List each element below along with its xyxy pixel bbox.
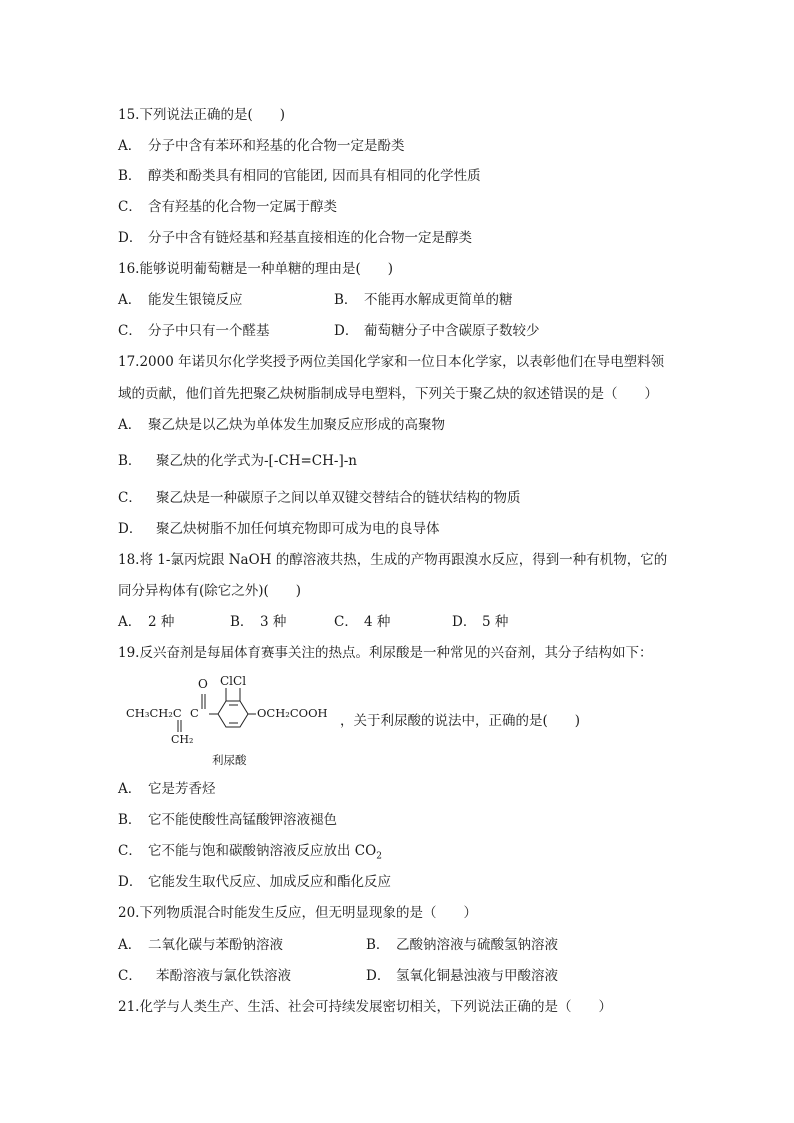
q16-option-a: A． 能发生银镜反应 [118,292,243,308]
q19-option-c: C． 它不能与饱和碳酸钠溶液反应放出 $CO_2$ [118,843,382,862]
q18-option-b: B． 3 种 [230,614,287,630]
q20-stem: 20.下列物质混合时能发生反应，但无明显现象的是（ ） [118,905,477,921]
q19-stem-after-structure: ，关于利尿酸的说法中，正确的是( ) [340,713,581,729]
q15-option-d: D． 分子中含有链烃基和羟基直接相连的化合物一定是醇类 [118,230,472,246]
q19-stem: 19.反兴奋剂是每届体育赛事关注的热点。利尿酸是一种常见的兴奋剂，其分子结构如下： [118,645,653,661]
carbonyl-carbon-label: C [190,706,199,720]
q16-option-c: C． 分子中只有一个醛基 [118,323,270,339]
q19-option-b: B． 它不能使酸性高锰酸钾溶液褪色 [118,812,337,828]
q17-option-b: B． 聚乙炔的化学式为-[-CH=CH-]-n [118,453,357,469]
structure-caption: 利尿酸 [212,753,247,767]
chlorine-label: ClCl [220,674,247,688]
q16-option-d: D． 葡萄糖分子中含碳原子数较少 [334,323,540,339]
q15-option-c: C． 含有羟基的化合物一定属于醇类 [118,199,337,215]
q17-stem-line2: 域的贡献，他们首先把聚乙炔树脂制成导电塑料，下列关于聚乙炔的叙述错误的是（ ） [118,386,658,402]
q18-option-c: C． 4 种 [334,614,391,630]
q15-stem: 15.下列说法正确的是( ) [118,107,286,123]
ethacrynic-acid-structure [118,672,338,767]
q18-stem-line1: 18.将 1-氯丙烷跟 NaOH 的醇溶液共热，生成的产物再跟溴水反应，得到一种有机物，它的 [118,552,668,568]
right-group-label: OCH₂COOH [257,706,328,720]
q17-option-c: C． 聚乙炔是一种碳原子之间以单双键交替结合的链状结构的物质 [118,490,521,506]
q20-option-d: D． 氢氧化铜悬浊液与甲酸溶液 [366,968,558,984]
co2-subscript: 2 [376,851,382,862]
q17-stem-line1: 17.2000 年诺贝尔化学奖授予两位美国化学家和一位日本化学家，以表彰他们在导电塑料领 [118,354,665,370]
q15-option-a: A． 分子中含有苯环和羟基的化合物一定是酚类 [118,138,405,154]
q20-option-b: B． 乙酸钠溶液与硫酸氢钠溶液 [366,937,558,953]
q17-option-d: D． 聚乙炔树脂不加任何填充物即可成为电的良导体 [118,521,440,537]
left-group-label: CH₃CH₂C [126,706,182,720]
q20-option-c: C． 苯酚溶液与氯化铁溶液 [118,968,291,984]
q16-option-b: B． 不能再水解成更简单的糖 [334,292,513,308]
q18-stem-line2: 同分异构体有(除它之外)( ) [118,583,302,599]
q19-option-d: D． 它能发生取代反应、加成反应和酯化反应 [118,874,391,890]
q16-stem: 16.能够说明葡萄糖是一种单糖的理由是( ) [118,261,394,277]
q17-option-a: A． 聚乙炔是以乙炔为单体发生加聚反应形成的高聚物 [118,417,445,433]
q21-stem: 21.化学与人类生产、生活、社会可持续发展密切相关，下列说法正确的是（ ） [118,999,612,1015]
carbonyl-oxygen-label: O [198,677,208,691]
branch-group-label: CH₂ [171,733,194,746]
q15-option-b: B． 醇类和酚类具有相同的官能团, 因而具有相同的化学性质 [118,168,481,184]
q20-option-a: A． 二氧化碳与苯酚钠溶液 [118,937,283,953]
q18-option-a: A． 2 种 [118,614,175,630]
q19-option-a: A． 它是芳香烃 [118,781,216,797]
q18-option-d: D． 5 种 [452,614,509,630]
